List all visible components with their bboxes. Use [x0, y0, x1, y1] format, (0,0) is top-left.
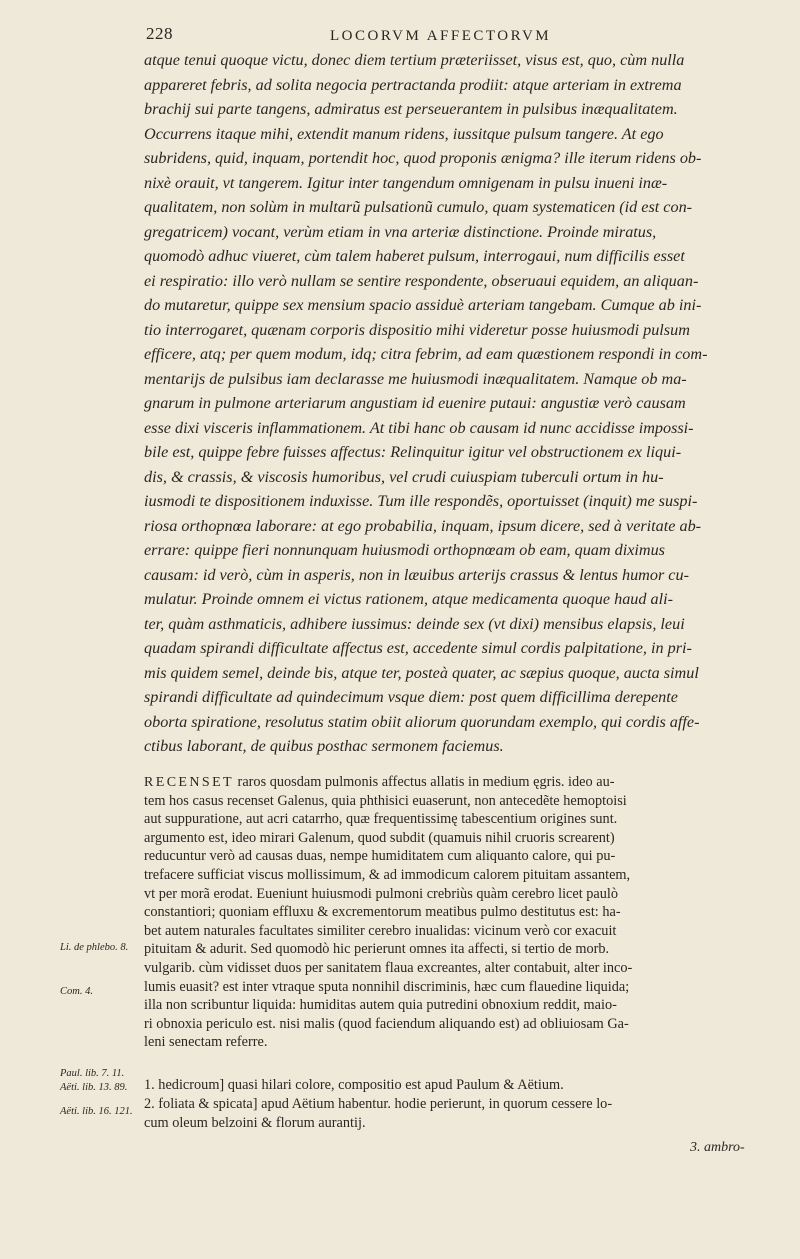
text-line: errare: quippe fieri nonnunquam huiusmodi orthopnœam ob eam, quam diximus — [144, 541, 665, 559]
text-line: riosa orthopnœa laborare: at ego probabilia, inquam, ipsum dicere, sed à veritate ab- — [144, 516, 702, 535]
text-line: argumento est, ideo mirari Galenum, quod subdit (quamuis nihil cruoris screarent) — [144, 829, 615, 846]
text-line: gregatricem) vocant, verùm etiam in vna arteriæ distinctione. Proinde miratus, — [144, 222, 657, 241]
text-line: spirandi difficultate ad quindecimum vsque diem: post quem difficillima derepente — [144, 688, 678, 706]
text-line: ri obnoxia periculo est. nisi malis (quod faciendum aliquando est) ad obliuiosam Ga- — [144, 1015, 629, 1032]
marginal-note: Li. de phlebo. 8. — [60, 942, 129, 953]
text-line: vt per morã erodat. Eueniunt huiusmodi pulmoni crebriùs quàm cerebro licet paulò — [144, 885, 619, 902]
text-line: mentarijs de pulsibus iam declarasse me huiusmodi inæqualitatem. Namque ob ma- — [144, 369, 687, 388]
text-line: mulatur. Proinde omnem ei victus rationem, atque medicamenta quoque haud ali- — [144, 590, 674, 608]
text-line: dis, & crassis, & viscosis humoribus, vel crudi cuiuspiam tuberculi ortum in hu- — [144, 467, 664, 486]
text-line: ter, quàm asthmaticis, adhibere iussimus: deinde sex (vt dixi) mensibus elapsis, leui — [144, 614, 685, 633]
text-line: aut suppuratione, aut acri catarrho, quæ frequentissimę tabescentium origines sunt. — [144, 811, 618, 828]
text-line: constantiori; quoniam effluxu & excrementorum meatibus pulmo destitutus est: ha- — [144, 904, 621, 921]
marginal-note: Com. 4. — [60, 986, 93, 997]
text-line: efficere, atq; per quem modum, idq; citra febrim, ad eam quæstionem respondi in com- — [144, 345, 708, 363]
text-line: leni senectam referre. — [144, 1034, 268, 1051]
text-line: trefacere sufficiat viscus mollissimum, & ad immodicum calorem pituitam assantem, — [144, 866, 631, 883]
text-line: mis quidem semel, deinde bis, atque ter, posteà quater, ac sæpius quoque, aucta simul — [144, 663, 699, 682]
text-line: quomodò adhuc viueret, cùm talem haberet pulsum, interrogaui, num difficilis esset — [144, 247, 685, 265]
page-number: 228 — [146, 24, 173, 43]
marginal-note: Aëti. lib. 13. 89. — [60, 1082, 128, 1093]
text-line: 1. hedicroum] quasi hilari colore, compositio est apud Paulum & Aëtium. — [144, 1077, 564, 1093]
marginal-note: Aëti. lib. 16. 121. — [60, 1106, 133, 1117]
text-line: atque tenui quoque victu, donec diem tertium præteriisset, visus est, quo, cùm nulla — [144, 51, 685, 69]
text-line: vulgarib. cùm vidisset duos per sanitatem flaua excreantes, alter contabuit, alter inco- — [144, 959, 633, 976]
text-line: nixè orauit, vt tangerem. Igitur inter tangendum omnigenam in pulsu inueni inæ- — [144, 173, 668, 192]
running-head: LOCORVM AFFECTORVM — [330, 28, 552, 44]
commentary-block — [144, 773, 756, 1052]
text-line: ei respiratio: illo verò nullam se sentire respondente, obseruaui equidem, an aliquan- — [144, 271, 699, 290]
text-line: subridens, quid, inquam, portendit hoc, quod proponis ænigma? ille iterum ridens ob- — [144, 149, 702, 167]
commentary-first-line-rest: raros quosdam pulmonis affectus allatis in medium ęgris. ideo au- — [233, 774, 615, 790]
text-line: causam: id verò, cùm in asperis, non in læuibus arterijs crassus & lentus humor cu- — [144, 565, 689, 584]
commentary-lines — [144, 792, 756, 1052]
text-line: tio interrogaret, quænam corporis dispositio mihi videretur posse huiusmodi pulsum — [144, 320, 690, 339]
text-line: cum oleum belzoini & florum aurantij. — [144, 1115, 366, 1131]
text-line: illa non scribuntur liquida: humiditas autem quia putredini obnoxium reddit, maio- — [144, 997, 617, 1014]
text-line: tem hos casus recenset Galenus, quia phthisici euaserunt, non antecedẽte hemoptoisi — [144, 792, 627, 809]
text-line: 2. foliata & spicata] apud Aëtium habentur. hodie perierunt, in quorum cessere lo- — [144, 1096, 613, 1112]
text-line: do mutaretur, quippe sex mensium spacio assiduè arteriam tangebam. Cumque ab ini- — [144, 296, 702, 314]
text-line: brachij sui parte tangens, admiratus est perseuerantem in pulsibus inæqualitatem. — [144, 100, 678, 118]
text-line: bile est, quippe febre fuisses affectus: Relinquitur igitur vel obstructionem ex liqui- — [144, 443, 682, 461]
text-line: gnarum in pulmone arteriarum angustiam id euenire putaui: angustiæ verò causam — [144, 394, 686, 412]
galen-text-italic — [144, 48, 770, 759]
commentary-first-line — [144, 773, 756, 792]
notes-block — [144, 1076, 764, 1133]
text-line: ctibus laborant, de quibus posthac sermonem faciemus. — [144, 737, 504, 755]
text-line: pituitam & adurit. Sed quomodò hic perierunt omnes ita affecti, si tertio de morb. — [144, 941, 610, 958]
text-line: lumis euasit? est inter vtraque sputa nonnihil discriminis, hæc cum flauedine liquida; — [144, 978, 630, 995]
text-line: reducuntur verò ad causas duas, nempe humiditatem cum aliquanto calore, qui pu- — [144, 848, 616, 865]
text-line: iusmodi te dispositionem induxisse. Tum ille respondẽs, oportuisset (inquit) me suspi- — [144, 492, 698, 510]
text-line: Occurrens itaque mihi, extendit manum ridens, iussitque pulsum tangere. At ego — [144, 124, 664, 143]
text-line: quadam spirandi difficultate affectus est, accedente simul cordis palpitatione, in pri- — [144, 639, 692, 657]
commentary-first-word: RECENSET — [144, 775, 234, 790]
text-line: oborta spiratione, resolutus statim obiit aliorum quorundam exemplo, qui cordis affe- — [144, 712, 700, 731]
text-line: appareret febris, ad solita negocia pertractanda prodiit: atque arteriam in extrema — [144, 75, 682, 94]
text-line: esse dixi visceris inflammationem. At tibi hanc ob causam id nunc accidisse impossi- — [144, 418, 694, 437]
marginal-note: Paul. lib. 7. 11. — [60, 1068, 125, 1079]
catchword: 3. ambro- — [690, 1140, 745, 1155]
text-line: qualitatem, non solùm in multarũ pulsationũ cumulo, quam systematicen (id est con- — [144, 198, 693, 216]
text-line: bet autem naturales facultates similiter cerebro inualidas: vicinum verò cor exacuit — [144, 922, 617, 939]
